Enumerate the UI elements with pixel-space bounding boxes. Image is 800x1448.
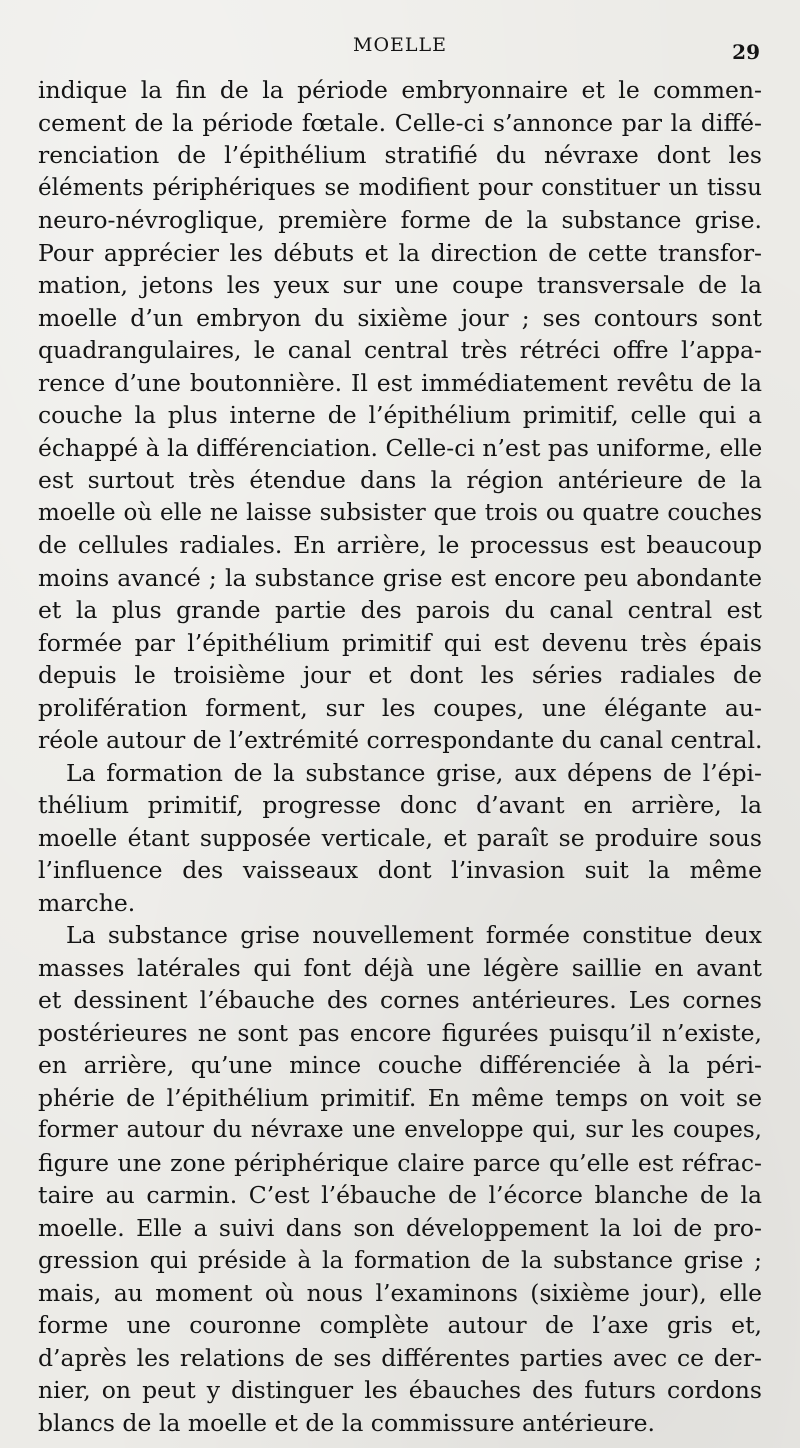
text-line: rence d’une boutonnière. Il est immédiatement revêtu de la: [38, 368, 762, 397]
text-line: thélium primitif, progresse donc d’avant en arrière, la: [38, 791, 762, 819]
text-line: figure une zone périphérique claire parce qu’elle est réfrac-: [38, 1148, 762, 1177]
text-line: postérieures ne sont pas encore figurées puisqu’il n’existe,: [38, 1018, 762, 1047]
text-line: mais, au moment où nous l’examinons (sixième jour), elle: [38, 1278, 762, 1307]
text-line: renciation de l’épithélium stratifié du névraxe dont les: [38, 141, 762, 169]
text-line: depuis le troisième jour et dont les séries radiales de: [38, 661, 762, 689]
text-line: moins avancé ; la substance grise est encore peu abondante: [38, 563, 762, 592]
running-head: MOELLE: [352, 34, 447, 56]
text-line: indique la fin de la période embryonnaire et le commen-: [38, 76, 762, 104]
body-text: [38, 74, 762, 1439]
paragraph-end-line: blancs de la moelle et de la commissure antérieure.: [38, 1408, 655, 1437]
text-line: forme une couronne complète autour de l’axe gris et,: [38, 1311, 762, 1339]
text-line: couche la plus interne de l’épithélium primitif, celle qui a: [38, 401, 762, 429]
paragraph-end-line: marche.: [38, 888, 136, 917]
paragraph-start-line: La substance grise nouvellement formée constitue deux: [66, 921, 762, 949]
page-number: 29: [732, 40, 760, 64]
text-line: phérie de l’épithélium primitif. En même temps on voit se: [38, 1083, 762, 1112]
text-line: gression qui préside à la formation de la substance grise ;: [38, 1246, 762, 1274]
text-line: et dessinent l’ébauche des cornes antérieures. Les cornes: [38, 986, 762, 1014]
text-line: cement de la période fœtale. Celle-ci s’annonce par la diffé-: [38, 108, 762, 137]
text-line: prolifération forment, sur les coupes, une élégante au-: [38, 693, 762, 722]
text-line: moelle étant supposée verticale, et paraît se produire sous: [38, 823, 762, 852]
text-line: masses latérales qui font déjà une légère saillie en avant: [38, 953, 762, 982]
text-line: l’influence des vaisseaux dont l’invasion suit la même: [38, 856, 762, 884]
text-line: moelle d’un embryon du sixième jour ; ses contours sont: [38, 303, 762, 332]
text-line: moelle où elle ne laisse subsister que trois ou quatre couches: [38, 499, 762, 526]
text-line: neuro-névroglique, première forme de la substance grise.: [38, 206, 762, 234]
text-line: taire au carmin. C’est l’ébauche de l’écorce blanche de la: [38, 1181, 762, 1209]
text-line: quadrangulaires, le canal central très rétréci offre l’appa-: [38, 336, 762, 364]
text-line: formée par l’épithélium primitif qui est devenu très épais: [38, 628, 762, 657]
paragraph-start-line: La formation de la substance grise, aux dépens de l’épi-: [66, 758, 762, 787]
text-line: nier, on peut y distinguer les ébauches des futurs cordons: [38, 1376, 762, 1404]
text-line: d’après les relations de ses différentes parties avec ce der-: [38, 1343, 762, 1372]
text-line: former autour du névraxe une enveloppe qui, sur les coupes,: [38, 1117, 762, 1143]
text-line: de cellules radiales. En arrière, le processus est beaucoup: [38, 531, 762, 559]
text-line: moelle. Elle a suivi dans son développement la loi de pro-: [38, 1213, 762, 1242]
text-line: et la plus grande partie des parois du canal central est: [38, 596, 762, 624]
text-line: Pour apprécier les débuts et la direction de cette transfor-: [38, 238, 762, 267]
text-line: éléments périphériques se modifient pour constituer un tissu: [38, 174, 762, 201]
paragraph-end-line: réole autour de l’extrémité correspondante du canal central.: [38, 726, 762, 754]
text-line: échappé à la différenciation. Celle-ci n’est pas uniforme, elle: [38, 433, 762, 462]
text-line: mation, jetons les yeux sur une coupe transversale de la: [38, 271, 762, 299]
text-line: en arrière, qu’une mince couche différenciée à la péri-: [38, 1051, 762, 1079]
text-line: est surtout très étendue dans la région antérieure de la: [38, 466, 762, 494]
